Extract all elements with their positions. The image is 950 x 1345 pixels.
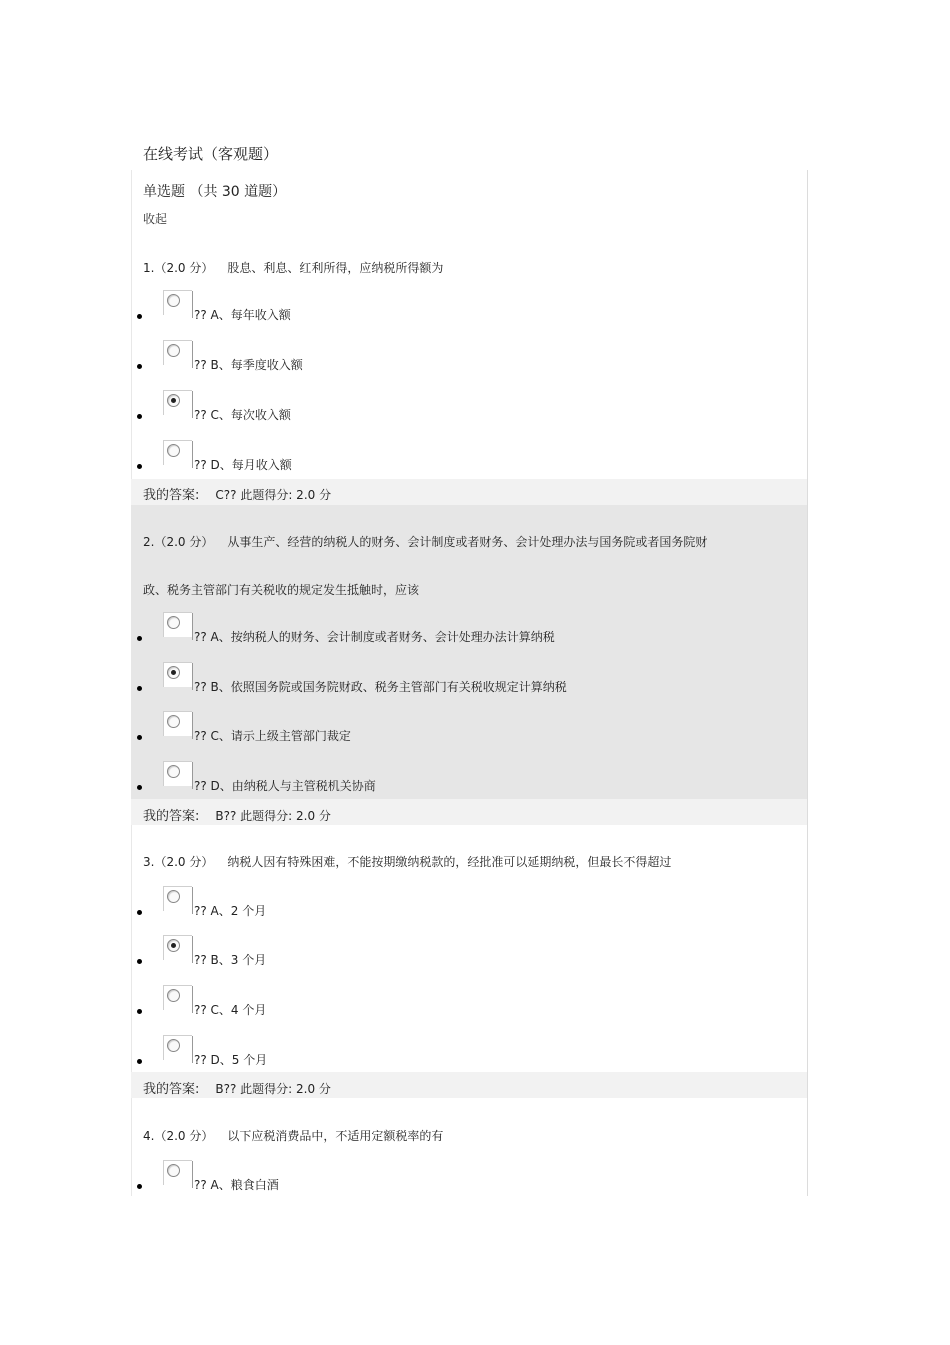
question-3-number: 3.（2.0 分）: [143, 855, 214, 869]
question-3-answer: [143, 1078, 331, 1097]
question-1-number: 1.（2.0 分）: [143, 261, 214, 275]
option-label: ?? D、每月收入额: [194, 458, 292, 472]
question-2-stem-line2: 政、税务主管部门有关税收的规定发生抵触时，应该: [143, 583, 420, 597]
option-label: ?? A、每年收入额: [194, 308, 291, 322]
option-label: ?? A、按纳税人的财务、会计制度或者财务、会计处理办法计算纳税: [194, 630, 555, 644]
bullet-icon: [137, 464, 142, 469]
section-title: 单选题 （共 30 道题）: [143, 184, 287, 200]
answer-value: C?? 此题得分: 2.0 分: [215, 488, 332, 502]
question-1-option-d[interactable]: [133, 440, 733, 474]
option-label: ?? C、请示上级主管部门裁定: [194, 729, 351, 743]
option-label: ?? D、5 个月: [194, 1053, 268, 1067]
question-1-text: [143, 259, 443, 276]
answer-label: 我的答案:: [143, 1082, 200, 1097]
radio-frame: [163, 290, 192, 315]
option-label: ?? A、2 个月: [194, 904, 267, 918]
question-4-stem: 以下应税消费品中，不适用定额税率的有: [227, 1129, 444, 1143]
bullet-icon: [137, 636, 142, 641]
radio-frame: [163, 985, 192, 1010]
answer-value: B?? 此题得分: 2.0 分: [215, 1082, 331, 1096]
radio-button[interactable]: [167, 294, 180, 307]
bullet-icon: [137, 1184, 142, 1189]
option-label: ?? D、由纳税人与主管税机关协商: [194, 779, 376, 793]
bullet-icon: [137, 364, 142, 369]
radio-button[interactable]: [167, 444, 180, 457]
option-label: ?? C、每次收入额: [194, 408, 291, 422]
page-title: 在线考试（客观题）: [143, 145, 279, 163]
bullet-icon: [137, 686, 142, 691]
radio-button-selected[interactable]: [167, 939, 180, 952]
question-3-option-d[interactable]: [133, 1035, 733, 1069]
bullet-icon: [137, 414, 142, 419]
question-3-stem: 纳税人因有特殊困难，不能按期缴纳税款的，经批准可以延期纳税，但最长不得超过: [227, 855, 672, 869]
radio-frame: [163, 886, 192, 911]
radio-button-selected[interactable]: [167, 394, 180, 407]
collapse-link[interactable]: 收起: [143, 212, 168, 226]
radio-frame: [163, 390, 192, 415]
bullet-icon: [137, 735, 142, 740]
radio-button[interactable]: [167, 765, 180, 778]
question-3-option-a[interactable]: [133, 886, 733, 920]
question-4-option-a[interactable]: [133, 1160, 733, 1194]
radio-frame: [163, 711, 192, 736]
option-label: ?? B、每季度收入额: [194, 358, 303, 372]
radio-button[interactable]: [167, 715, 180, 728]
bullet-icon: [137, 785, 142, 790]
answer-value: B?? 此题得分: 2.0 分: [215, 809, 331, 823]
radio-frame: [163, 440, 192, 465]
radio-button[interactable]: [167, 1164, 180, 1177]
radio-button[interactable]: [167, 344, 180, 357]
radio-frame: [163, 612, 192, 637]
question-1-option-c[interactable]: [133, 390, 733, 424]
question-3-option-c[interactable]: [133, 985, 733, 1019]
option-label: ?? B、3 个月: [194, 953, 267, 967]
question-3-text: [143, 853, 671, 870]
question-4-number: 4.（2.0 分）: [143, 1129, 214, 1143]
bullet-icon: [137, 910, 142, 915]
option-label: ?? A、粮食白酒: [194, 1178, 279, 1192]
question-2-option-a[interactable]: [133, 612, 733, 646]
question-2-option-c[interactable]: [133, 711, 733, 745]
radio-button-selected[interactable]: [167, 666, 180, 679]
radio-frame: [163, 935, 192, 960]
radio-button[interactable]: [167, 890, 180, 903]
radio-frame: [163, 662, 192, 687]
question-1-answer: [143, 484, 331, 503]
radio-frame: [163, 761, 192, 786]
question-1-stem: 股息、利息、红利所得，应纳税所得额为: [227, 261, 444, 275]
radio-button[interactable]: [167, 616, 180, 629]
question-2-answer: [143, 805, 331, 824]
question-3-option-b[interactable]: [133, 935, 733, 969]
radio-frame: [163, 1035, 192, 1060]
option-label: ?? B、依照国务院或国务院财政、税务主管部门有关税收规定计算纳税: [194, 680, 567, 694]
answer-label: 我的答案:: [143, 809, 200, 824]
question-2-option-b[interactable]: [133, 662, 733, 696]
radio-button[interactable]: [167, 1039, 180, 1052]
question-2-text: [143, 533, 707, 550]
radio-frame: [163, 1160, 192, 1185]
question-1-option-a[interactable]: [133, 290, 733, 324]
radio-button[interactable]: [167, 989, 180, 1002]
question-1-option-b[interactable]: [133, 340, 733, 374]
question-2-stem: 从事生产、经营的纳税人的财务、会计制度或者财务、会计处理办法与国务院或者国务院财: [227, 535, 708, 549]
question-2-option-d[interactable]: [133, 761, 733, 795]
bullet-icon: [137, 1059, 142, 1064]
answer-label: 我的答案:: [143, 488, 200, 503]
bullet-icon: [137, 314, 142, 319]
question-2-number: 2.（2.0 分）: [143, 535, 214, 549]
radio-frame: [163, 340, 192, 365]
option-label: ?? C、4 个月: [194, 1003, 267, 1017]
question-4-text: [143, 1127, 443, 1144]
bullet-icon: [137, 959, 142, 964]
bullet-icon: [137, 1009, 142, 1014]
